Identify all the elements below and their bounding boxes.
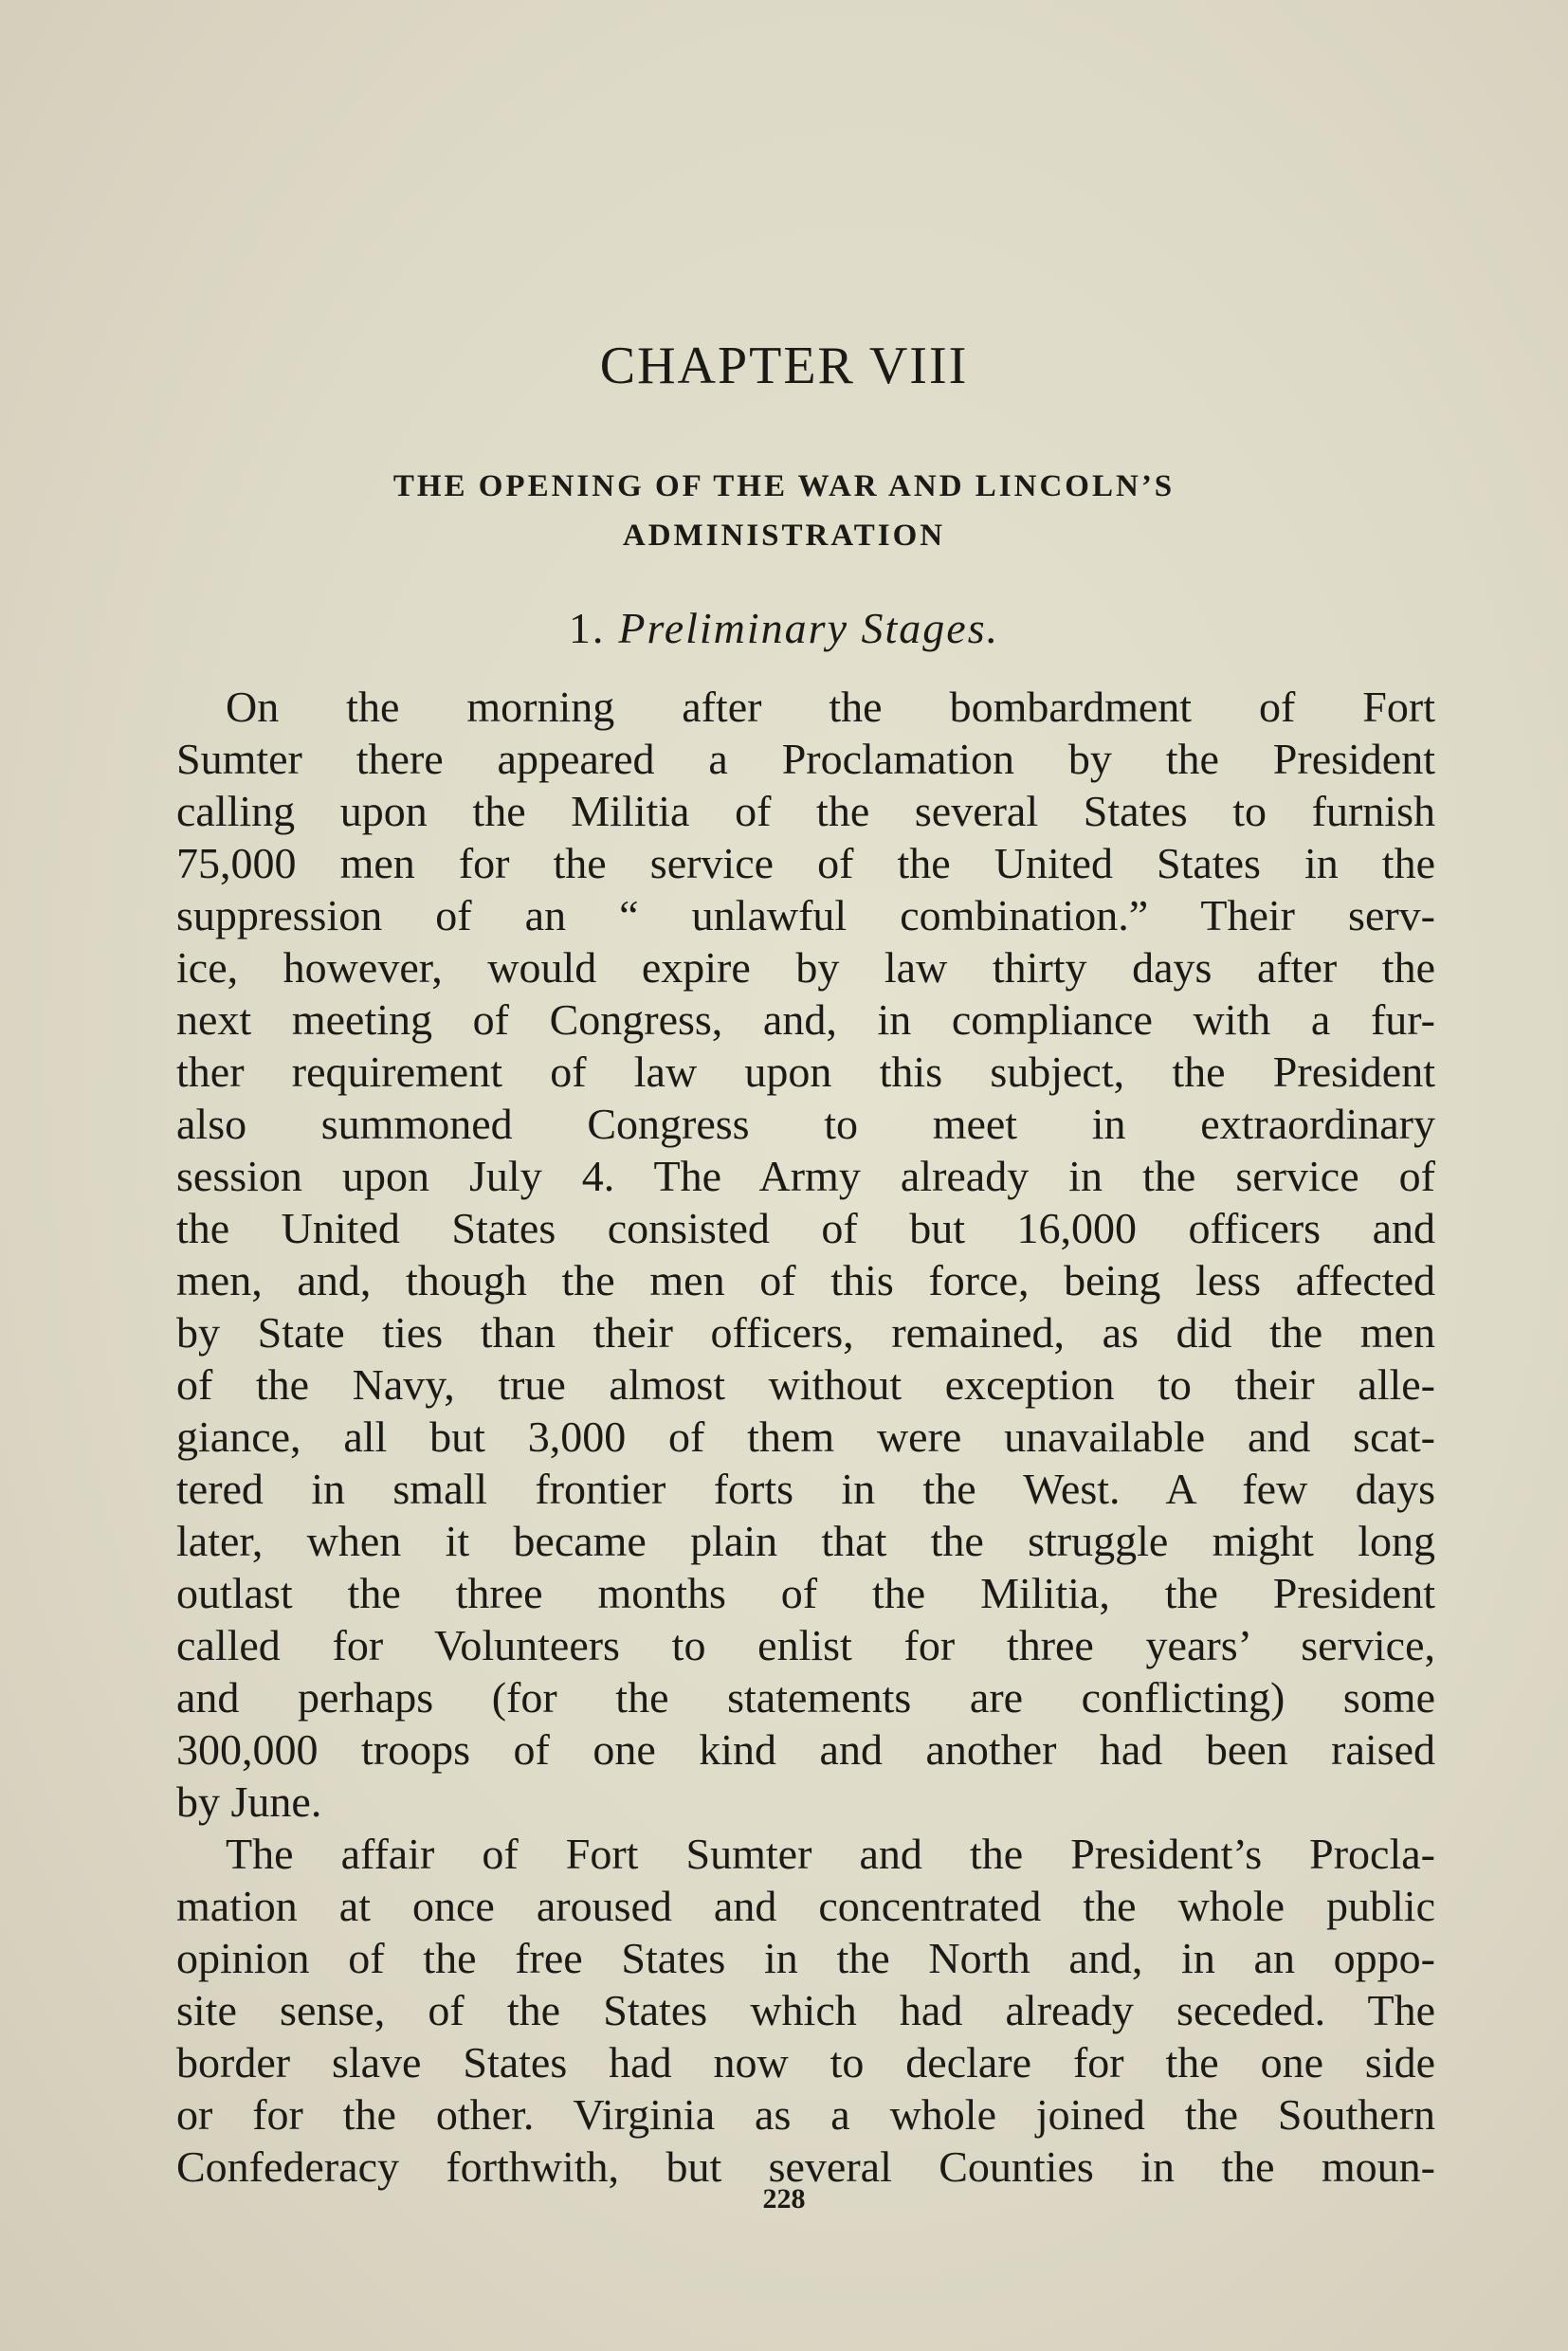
text-line: also summoned Congress to meet in extraordinary [176, 1100, 1435, 1148]
text-line: ice, however, would expire by law thirty days after the [176, 943, 1435, 992]
paragraph-2 [176, 1828, 1435, 2193]
chapter-title: CHAPTER VIII [599, 337, 969, 395]
text-line: border slave States had now to declare for the one side [176, 2038, 1435, 2087]
text-line: calling upon the Militia of the several States to furnish [176, 787, 1435, 835]
text-line: On the morning after the bombardment of Fort [226, 683, 1435, 731]
text-line: The affair of Fort Sumter and the President’s Procla- [226, 1830, 1435, 1878]
text-line: 75,000 men for the service of the United States in the [176, 839, 1435, 887]
chapter-subtitle [284, 462, 1284, 560]
page-number: 228 [762, 2183, 806, 2214]
text-line: opinion of the free States in the North and, in an oppo- [176, 1934, 1435, 1982]
text-line: Confederacy forthwith, but several Counties in the moun- [176, 2142, 1435, 2191]
text-line: tered in small frontier forts in the West. A few days [176, 1465, 1435, 1513]
body-text [176, 681, 1435, 2193]
text-line: by June. [176, 1777, 322, 1826]
text-line: site sense, of the States which had already seceded. The [176, 1986, 1435, 2034]
text-line: and perhaps (for the statements are conflicting) some [176, 1673, 1435, 1722]
chapter-subtitle-line-2: ADMINISTRATION [622, 519, 946, 553]
text-line: men, and, though the men of this force, being less affected [176, 1256, 1435, 1304]
text-line: suppression of an “ unlawful combination.” Their serv- [176, 891, 1435, 939]
chapter-subtitle-line-1: THE OPENING OF THE WAR AND LINCOLN’S [392, 469, 1176, 503]
paragraph-1 [176, 681, 1435, 1828]
text-line: ther requirement of law upon this subject, the President [176, 1048, 1435, 1096]
section-number: 1. [568, 604, 606, 652]
text-line: next meeting of Congress, and, in compliance with a fur- [176, 995, 1435, 1044]
text-line: by State ties than their officers, remained, as did the men [176, 1308, 1435, 1357]
text-line: mation at once aroused and concentrated the whole public [176, 1882, 1435, 1930]
text-line: later, when it became plain that the struggle might long [176, 1517, 1435, 1565]
text-line: 300,000 troops of one kind and another had been raised [176, 1725, 1435, 1774]
text-line: of the Navy, true almost without exception to their alle- [176, 1360, 1435, 1409]
text-line: giance, all but 3,000 of them were unavailable and scat- [176, 1412, 1435, 1461]
text-line: Sumter there appeared a Proclamation by the President [176, 735, 1435, 783]
text-line: called for Volunteers to enlist for three years’ service, [176, 1621, 1435, 1669]
text-line: outlast the three months of the Militia, the President [176, 1569, 1435, 1617]
section-title: Preliminary Stages. [618, 604, 1000, 652]
text-line: or for the other. Virginia as a whole joined the Southern [176, 2090, 1435, 2139]
text-line: session upon July 4. The Army already in the service of [176, 1152, 1435, 1200]
text-line: the United States consisted of but 16,000 officers and [176, 1204, 1435, 1252]
section-heading [0, 604, 1568, 652]
